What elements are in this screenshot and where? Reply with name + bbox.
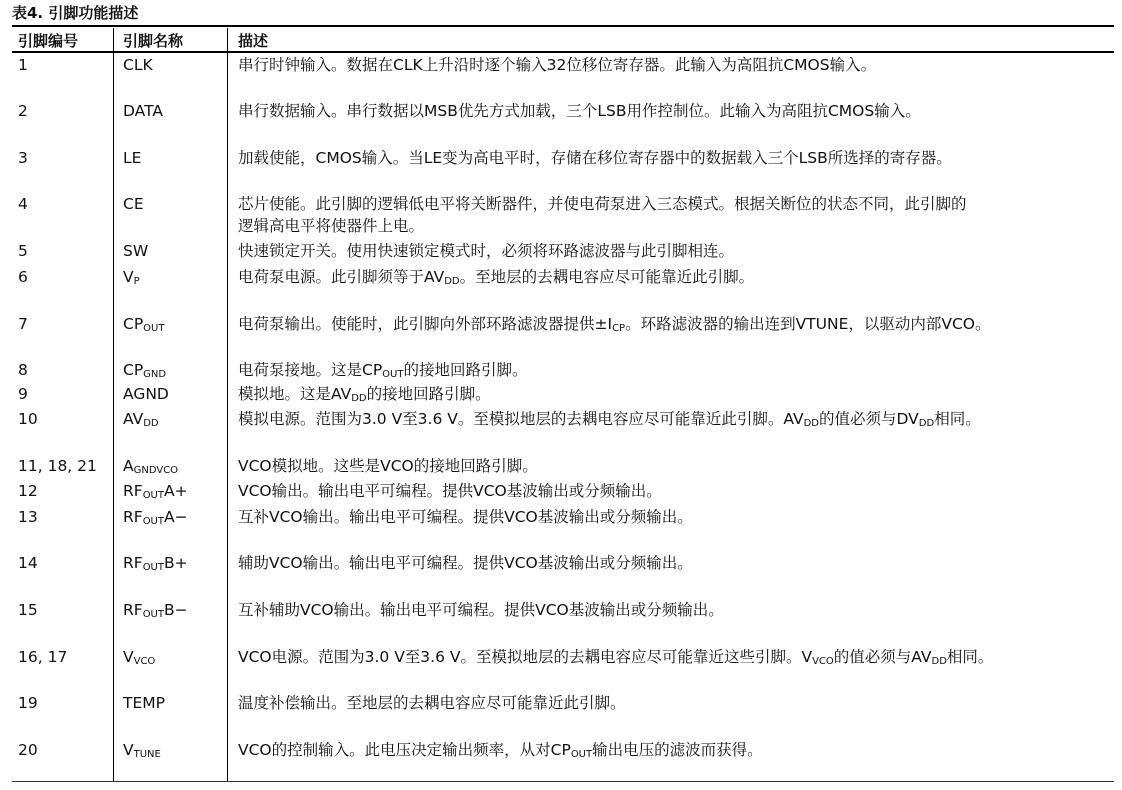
pin-number: 10 bbox=[18, 410, 38, 428]
pin-description: 快速锁定开关。使用快速锁定模式时，必须将环路滤波器与此引脚相连。 bbox=[238, 242, 735, 260]
pin-number: 9 bbox=[18, 385, 28, 403]
pin-name: $CP_{GND}$ bbox=[123, 361, 167, 380]
pin-name: CE bbox=[123, 195, 144, 213]
pin-description: 电荷泵电源。此引脚须等于$AV_{DD}$。至地层的去耦电容应尽可能靠近此引脚。 bbox=[238, 268, 755, 287]
pin-description: VCO模拟地。这些是VCO的接地回路引脚。 bbox=[238, 457, 538, 475]
pin-number: 11, 18, 21 bbox=[18, 457, 97, 475]
pin-name: CLK bbox=[123, 56, 153, 74]
header-description: 描述 bbox=[238, 32, 269, 50]
pin-number: 12 bbox=[18, 482, 38, 500]
pin-number: 6 bbox=[18, 268, 28, 286]
pin-description: 辅助VCO输出。输出电平可编程。提供VCO基波输出或分频输出。 bbox=[238, 554, 693, 572]
pin-number: 1 bbox=[18, 56, 28, 74]
pin-description-cont: 逻辑高电平将使器件上电。 bbox=[238, 217, 425, 235]
pin-description: 加载使能，CMOS输入。当LE变为高电平时，存储在移位寄存器中的数据载入三个LSB所选择的寄存器。 bbox=[238, 149, 952, 167]
pin-name: $A_{GNDVCO}$ bbox=[123, 457, 179, 476]
pin-description: 模拟电源。范围为3.0 V至3.6 V。至模拟地层的去耦电容应尽可能靠近此引脚。$AV_{DD}$的值必须与$DV_{DD}$相同。 bbox=[238, 410, 981, 429]
pin-description: VCO输出。输出电平可编程。提供VCO基波输出或分频输出。 bbox=[238, 482, 662, 500]
pin-description: 芯片使能。此引脚的逻辑低电平将关断器件，并使电荷泵进入三态模式。根据关断位的状态不同，此引脚的 bbox=[238, 195, 967, 213]
pin-name: SW bbox=[123, 242, 149, 260]
pin-number: 13 bbox=[18, 508, 38, 526]
table-title: 表4. 引脚功能描述 bbox=[12, 4, 139, 22]
pin-number: 16, 17 bbox=[18, 648, 68, 666]
pin-number: 20 bbox=[18, 741, 38, 759]
pin-number: 7 bbox=[18, 315, 28, 333]
pin-number: 4 bbox=[18, 195, 28, 213]
column-divider bbox=[113, 28, 114, 782]
pin-number: 8 bbox=[18, 361, 28, 379]
pin-description: 模拟地。这是$AV_{DD}$的接地回路引脚。 bbox=[238, 385, 491, 404]
pin-name: LE bbox=[123, 149, 142, 167]
header-pin-number: 引脚编号 bbox=[18, 32, 79, 50]
pin-description: 电荷泵输出。使能时，此引脚向外部环路滤波器提供$\pm I_{CP}$。环路滤波器的输出连到VTUNE，以驱动内部VCO。 bbox=[238, 315, 991, 334]
header-bottom-rule bbox=[12, 51, 1114, 53]
pin-number: 19 bbox=[18, 694, 38, 712]
pin-name: $CP_{OUT}$ bbox=[123, 315, 165, 334]
pin-name: DATA bbox=[123, 102, 163, 120]
pin-name: TEMP bbox=[123, 694, 165, 712]
pin-description: 互补VCO输出。输出电平可编程。提供VCO基波输出或分频输出。 bbox=[238, 508, 693, 526]
pin-description: 互补辅助VCO输出。输出电平可编程。提供VCO基波输出或分频输出。 bbox=[238, 601, 724, 619]
pin-name: $AV_{DD}$ bbox=[123, 410, 159, 429]
pin-name: $RF_{OUT}B+$ bbox=[123, 554, 188, 573]
pin-name: $RF_{OUT}A-$ bbox=[123, 508, 188, 527]
pin-name: AGND bbox=[123, 385, 169, 403]
table-bottom-rule bbox=[12, 781, 1114, 782]
pin-name: $RF_{OUT}B-$ bbox=[123, 601, 188, 620]
pin-number: 14 bbox=[18, 554, 38, 572]
header-pin-name: 引脚名称 bbox=[123, 32, 184, 50]
pin-number: 5 bbox=[18, 242, 28, 260]
pin-number: 3 bbox=[18, 149, 28, 167]
pin-description: 温度补偿输出。至地层的去耦电容应尽可能靠近此引脚。 bbox=[238, 694, 626, 712]
pin-name: $V_P$ bbox=[123, 268, 140, 287]
pin-description: 串行时钟输入。数据在CLK上升沿时逐个输入32位移位寄存器。此输入为高阻抗CMOS输入。 bbox=[238, 56, 877, 74]
pin-number: 2 bbox=[18, 102, 28, 120]
header-top-rule bbox=[12, 25, 1114, 27]
pin-name: $V_{TUNE}$ bbox=[123, 741, 161, 760]
pin-description: VCO电源。范围为3.0 V至3.6 V。至模拟地层的去耦电容应尽可能靠近这些引脚。$V_{VCO}$的值必须与$AV_{DD}$相同。 bbox=[238, 648, 994, 667]
pin-name: $RF_{OUT}A+$ bbox=[123, 482, 188, 501]
pin-description: 串行数据输入。串行数据以MSB优先方式加载，三个LSB用作控制位。此输入为高阻抗CMOS输入。 bbox=[238, 102, 921, 120]
pin-number: 15 bbox=[18, 601, 38, 619]
pin-description: 电荷泵接地。这是$CP_{OUT}$的接地回路引脚。 bbox=[238, 361, 528, 380]
pin-name: $V_{VCO}$ bbox=[123, 648, 156, 667]
pin-description: VCO的控制输入。此电压决定输出频率，从对$CP_{OUT}$输出电压的滤波而获得。 bbox=[238, 741, 763, 760]
column-divider bbox=[227, 28, 228, 782]
